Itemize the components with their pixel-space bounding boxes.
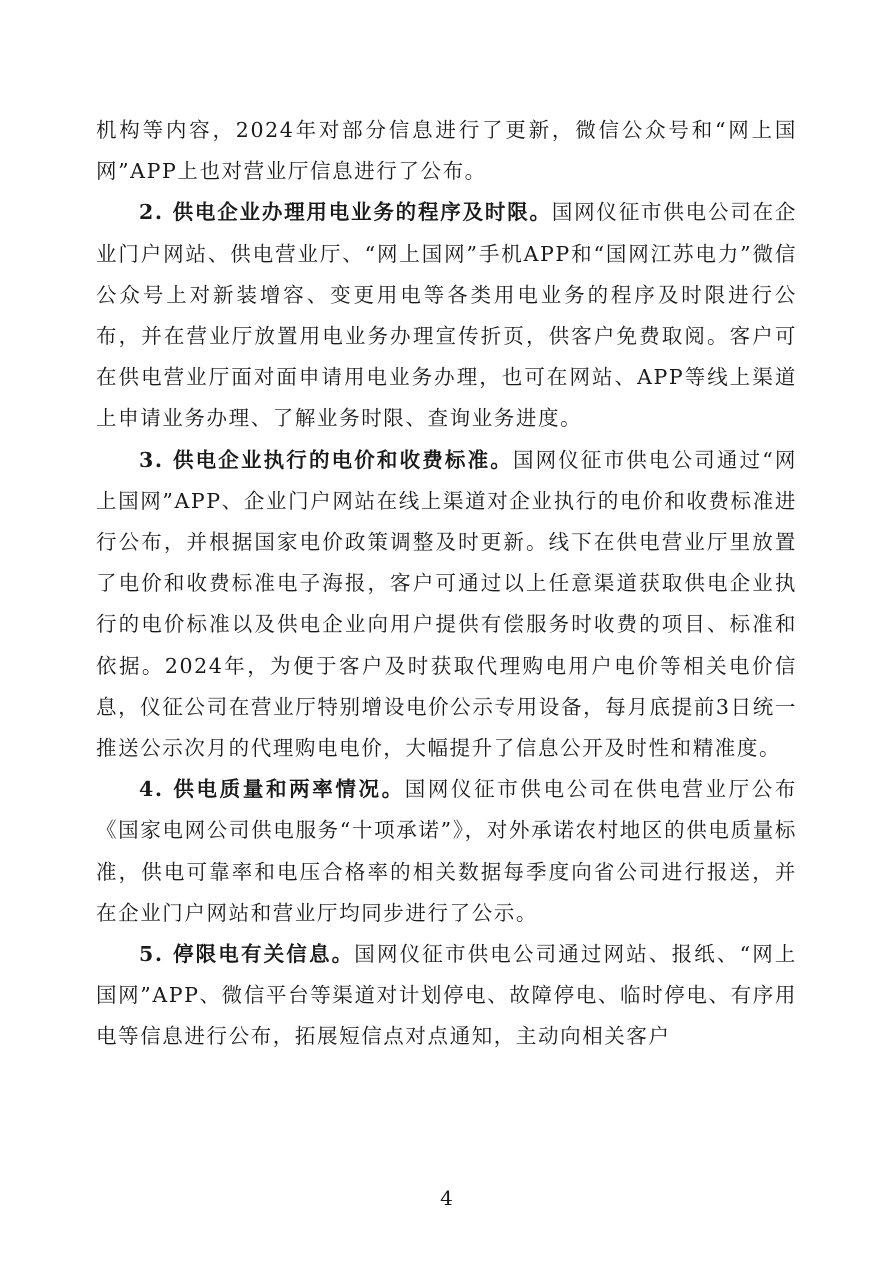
paragraph-body: 国网仪征市供电公司在企业门户网站、供电营业厅、“网上国网”手机APP和“国网江苏电力”微信公众号上对新装增容、变更用电等各类用电业务的程序及时限进行公布，并在营业厅放置用电业务办理宣传折页，供客户免费取阅。客户可在供电营业厅面对面申请用电业务办理，也可在网站、APP等线上渠道上申请业务办理、了解业务时限、查询业务进度。 [96,200,797,431]
paragraph-continued [96,110,797,192]
paragraph-body: 国网仪征市供电公司通过网站、报纸、“网上国网”APP、微信平台等渠道对计划停电、故障停电、临时停电、有序用电等信息进行公布，拓展短信点对点通知，主动向相关客户 [96,942,798,1049]
page-number: 4 [440,1186,453,1210]
paragraph-outage-info [96,934,797,1058]
paragraph-heading: 4. 供电质量和两率情况。 [139,777,405,802]
paragraph-business-procedures [96,192,797,439]
paragraph-heading: 5. 停限电有关信息。 [139,942,355,967]
paragraph-body: 国网仪征市供电公司在供电营业厅公布《国家电网公司供电服务“十项承诺”》，对外承诺农村地区的供电质量标准，供电可靠率和电压合格率的相关数据每季度向省公司进行报送，并在企业门户网站和营业厅均同步进行了公示。 [96,777,798,925]
paragraph-heading: 2. 供电企业办理用电业务的程序及时限。 [139,200,552,225]
paragraph-body: 国网仪征市供电公司通过“网上国网”APP、企业门户网站在线上渠道对企业执行的电价和收费标准进行公布，并根据国家电价政策调整及时更新。线下在供电营业厅里放置了电价和收费标准电子海报，客户可通过以上任意渠道获取供电企业执行的电价标准以及供电企业向用户提供有偿服务时收费的项目、标准和依据。2024年，为便于客户及时获取代理购电用户电价等相关电价信息，仪征公司在营业厅特别增设电价公示专用设备，每月底提前3日统一推送公示次月的代理购电电价，大幅提升了信息公开及时性和精准度。 [96,447,798,761]
paragraph-electricity-prices [96,440,797,770]
paragraph-body: 机构等内容，2024年对部分信息进行了更新，微信公众号和“网上国网”APP上也对营业厅信息进行了公布。 [96,118,797,184]
paragraph-supply-quality [96,769,797,934]
paragraph-heading: 3. 供电企业执行的电价和收费标准。 [139,447,513,472]
